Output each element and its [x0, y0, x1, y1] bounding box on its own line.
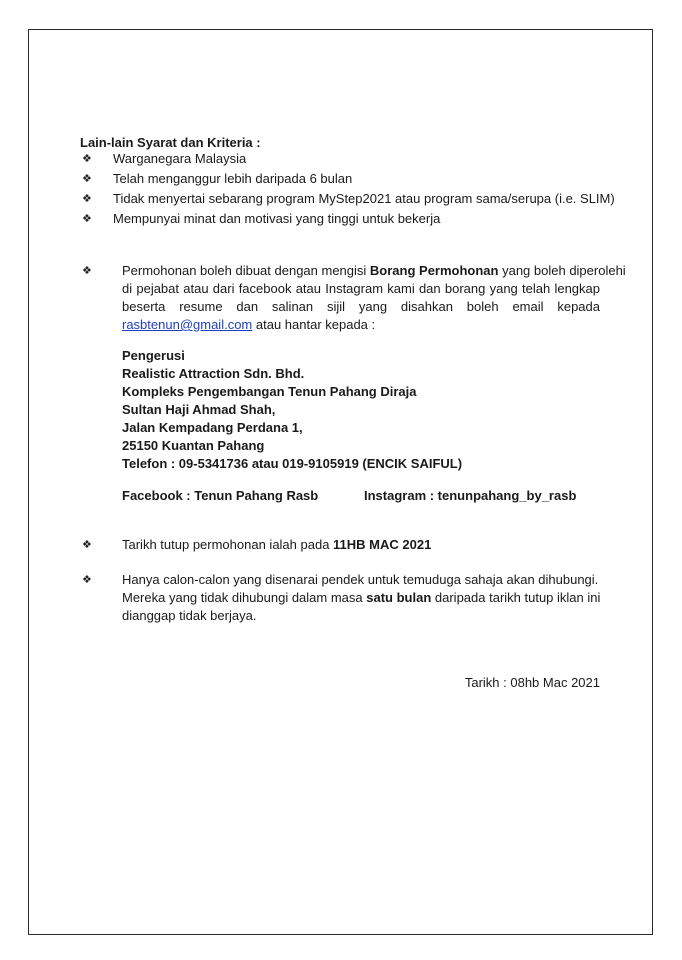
notice-period: satu bulan: [366, 590, 432, 605]
bullet-icon: ❖: [82, 153, 92, 165]
closing-date: 11HB MAC 2021: [333, 537, 432, 552]
application-line-4: [122, 316, 375, 334]
application-text: yang boleh diperolehi: [498, 263, 626, 278]
application-line-1: [122, 262, 626, 280]
form-name: Borang Permohonan: [369, 263, 499, 278]
phone-line: Telefon : 09-5341736 atau 019-9105919 (ENCIK SAIFUL): [122, 456, 463, 471]
notice-text: Mereka yang tidak dihubungi dalam masa: [122, 590, 367, 605]
criteria-item: Telah menganggur lebih daripada 6 bulan: [113, 171, 353, 186]
facebook-info: Facebook : Tenun Pahang Rasb: [122, 488, 319, 503]
address-line: Sultan Haji Ahmad Shah,: [122, 402, 276, 417]
application-line-2: di pejabat atau dari facebook atau Instagram kami dan borang yang telah lengkap: [122, 281, 600, 296]
address-line: 25150 Kuantan Pahang: [122, 438, 265, 453]
document-date: Tarikh : 08hb Mac 2021: [464, 675, 600, 690]
email-link[interactable]: rasbtenun@gmail.com: [122, 317, 253, 332]
address-line: Jalan Kempadang Perdana 1,: [122, 420, 303, 435]
notice-line-2: [122, 589, 600, 607]
criteria-item: Tidak menyertai sebarang program MyStep2021 atau program sama/serupa (i.e. SLIM): [113, 191, 615, 206]
application-line-3: beserta resume dan salinan sijil yang disahkan boleh email kepada: [122, 299, 600, 314]
address-line: Realistic Attraction Sdn. Bhd.: [122, 366, 305, 381]
notice-line-3: dianggap tidak berjaya.: [122, 608, 257, 623]
bullet-icon: ❖: [82, 193, 92, 205]
address-line: Kompleks Pengembangan Tenun Pahang Diraja: [122, 384, 417, 399]
bullet-icon: ❖: [82, 539, 92, 551]
bullet-icon: ❖: [82, 574, 92, 586]
instagram-info: Instagram : tenunpahang_by_rasb: [364, 488, 577, 503]
closing-date-line: [122, 536, 431, 554]
notice-line-1: Hanya calon-calon yang disenarai pendek untuk temuduga sahaja akan dihubungi.: [122, 572, 599, 587]
bullet-icon: ❖: [82, 173, 92, 185]
address-line: Pengerusi: [122, 348, 185, 363]
application-text: atau hantar kepada :: [252, 317, 376, 332]
bullet-icon: ❖: [82, 213, 92, 225]
application-text: Permohonan boleh dibuat dengan mengisi: [122, 263, 370, 278]
criteria-heading: Lain-lain Syarat dan Kriteria :: [80, 135, 261, 150]
bullet-icon: ❖: [82, 265, 92, 277]
criteria-item: Mempunyai minat dan motivasi yang tinggi untuk bekerja: [113, 211, 441, 226]
closing-text: Tarikh tutup permohonan ialah pada: [122, 537, 334, 552]
criteria-item: Warganegara Malaysia: [113, 151, 247, 166]
notice-text: daripada tarikh tutup iklan ini: [431, 590, 601, 605]
